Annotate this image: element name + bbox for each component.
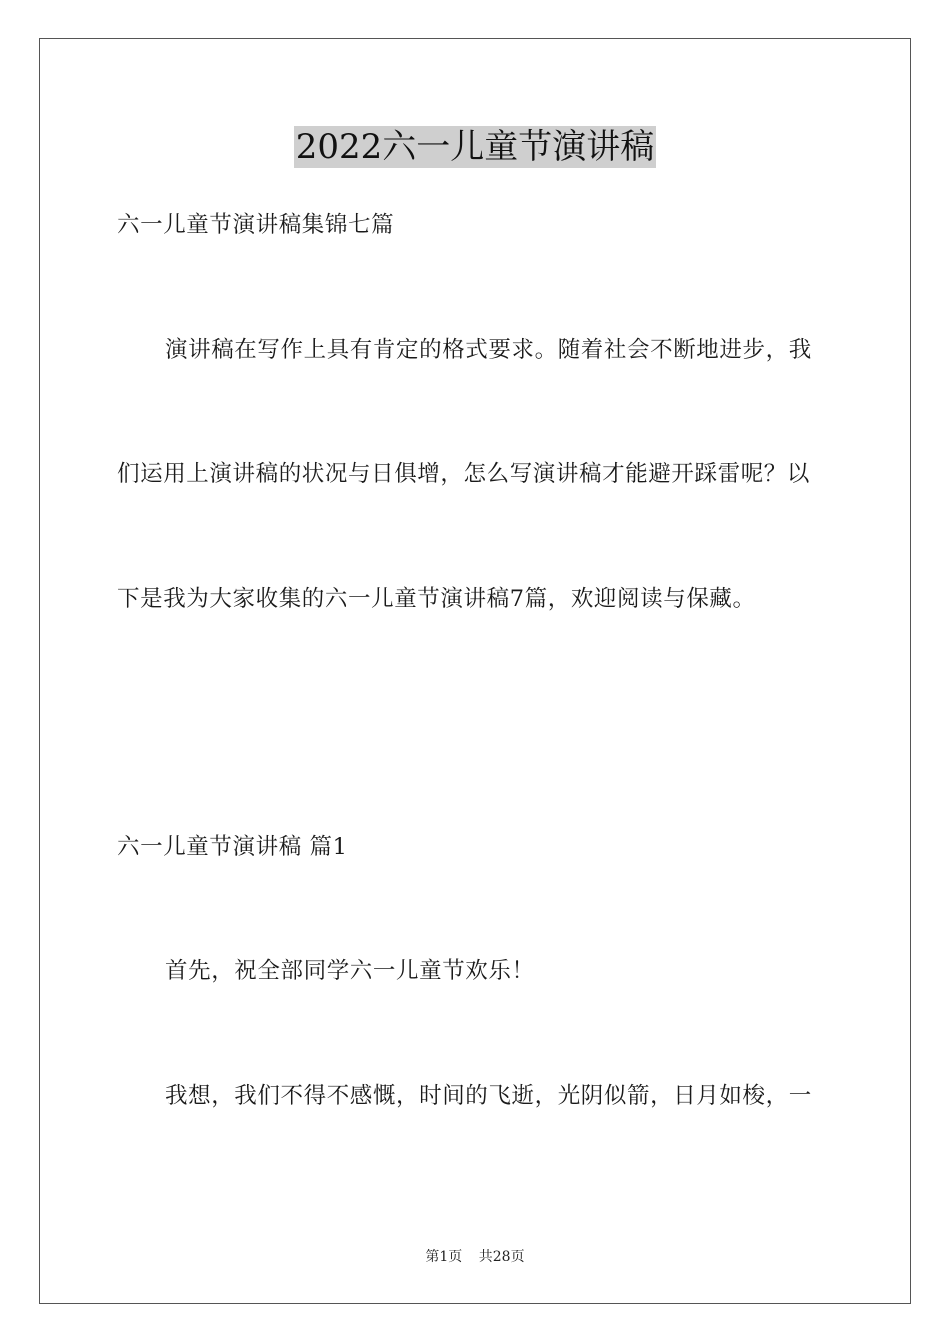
page-footer bbox=[0, 1248, 950, 1266]
body-line-2: 我想，我们不得不感慨，时间的飞逝，光阴似箭，日月如梭，一 bbox=[165, 1083, 812, 1109]
intro-line-2: 们运用上演讲稿的状况与日俱增，怎么写演讲稿才能避开踩雷呢？以 bbox=[117, 461, 811, 487]
page-total: 共28页 bbox=[478, 1249, 525, 1265]
page-number: 第1页 bbox=[425, 1249, 463, 1265]
section-heading: 六一儿童节演讲稿 篇1 bbox=[117, 834, 348, 860]
title-container bbox=[0, 126, 950, 168]
body-line-1: 首先，祝全部同学六一儿童节欢乐！ bbox=[165, 958, 535, 984]
document-title: 2022六一儿童节演讲稿 bbox=[295, 127, 655, 167]
intro-line-1: 演讲稿在写作上具有肯定的格式要求。随着社会不断地进步，我 bbox=[165, 337, 812, 363]
intro-line-3: 下是我为大家收集的六一儿童节演讲稿7篇，欢迎阅读与保藏。 bbox=[117, 586, 756, 612]
document-subtitle: 六一儿童节演讲稿集锦七篇 bbox=[117, 212, 395, 238]
